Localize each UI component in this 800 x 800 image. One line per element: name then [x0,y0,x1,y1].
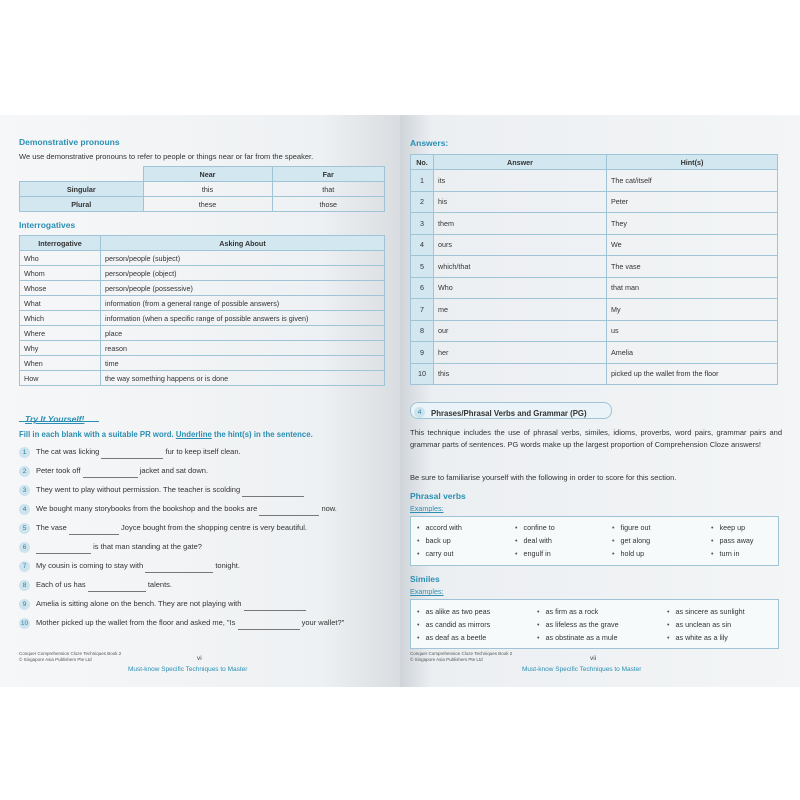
interrogative-word: What [20,296,101,311]
example-item: • accord with [417,523,462,532]
question-number: 2 [19,466,30,477]
table-row [411,234,778,256]
interrogative-word: Who [20,251,101,266]
hint-cell: Peter [607,191,778,213]
question-text: tonight. [215,561,240,570]
question-row [19,597,306,611]
instruction-text: the hint(s) in the sentence. [211,430,313,439]
row-number: 1 [411,170,434,192]
question-text: fur to keep itself clean. [165,447,241,456]
question-text: Each of us has [36,580,86,589]
answer-blank[interactable] [36,545,91,554]
asking-about: information (when a specific range of possible answers is given) [101,311,385,326]
example-item: • pass away [711,536,754,545]
similes-title: Similes [410,574,440,584]
header-interrogative: Interrogative [20,236,101,251]
question-text: jacket and sat down. [139,466,209,475]
example-item: • as firm as a rock [537,607,598,616]
question-text: talents. [147,580,172,589]
similes-examples-box [410,599,779,649]
example-item: • confine to [515,523,555,532]
example-item: • deal with [515,536,552,545]
row-number: 10 [411,363,434,385]
question-text: My cousin is coming to stay with [36,561,144,570]
asking-about: person/people (subject) [101,251,385,266]
row-label: Singular [20,182,144,197]
phrasal-examples-box [410,516,779,566]
interrogative-word: Whom [20,266,101,281]
example-item: • turn in [711,549,740,558]
question-text: your wallet?" [301,618,345,627]
table-row [411,342,778,364]
table-row [20,251,385,266]
footer-book: Conquer Comprehension Cloze Techniques Book 2 [19,651,122,656]
question-number: 8 [19,580,30,591]
question-text: They went to play without permission. The teacher is scolding [36,485,241,494]
hint-cell: picked up the wallet from the floor [607,363,778,385]
answer-cell: its [434,170,607,192]
footer-subtitle: Must-know Specific Techniques to Master [522,666,642,673]
footer-publisher: © Singapore Asia Publishers Pte Ltd [19,657,92,662]
header-far: Far [272,167,385,182]
example-item: • as alike as two peas [417,607,490,616]
table-row [20,296,385,311]
section-title: Phrases/Phrasal Verbs and Grammar (PG) [431,409,587,418]
question-row [19,540,202,554]
similes-examples-label: Examples: [410,587,444,596]
pg-paragraph: This technique includes the use of phrasal verbs, similes, idioms, proverbs, word pairs, grammar pairs and grammar parts of sentences. PG words make up the largest proportion of Comprehension Cloze answers! [410,428,782,449]
asking-about: information (from a general range of possible answers) [101,296,385,311]
answer-blank[interactable] [242,488,304,497]
question-row [19,483,304,497]
table-row [411,299,778,321]
answer-blank[interactable] [69,526,119,535]
hint-cell: Amelia [607,342,778,364]
answer-cell: his [434,191,607,213]
hint-cell: The vase [607,256,778,278]
question-number: 3 [19,485,30,496]
question-text: now. [321,504,337,513]
example-item: • figure out [612,523,651,532]
example-item: • back up [417,536,451,545]
table-row [411,277,778,299]
row-number: 8 [411,320,434,342]
book-spread [0,115,800,687]
table-row [411,170,778,192]
interrogative-word: Where [20,326,101,341]
answer-blank[interactable] [145,564,213,573]
asking-about: person/people (possessive) [101,281,385,296]
asking-about: reason [101,341,385,356]
question-row [19,445,241,459]
answers-table [410,154,778,385]
question-number: 6 [19,542,30,553]
asking-about: the way something happens or is done [101,371,385,386]
table-row [20,266,385,281]
table-row [411,256,778,278]
question-text: The vase [36,523,67,532]
question-number: 1 [19,447,30,458]
example-item: • as candid as mirrors [417,620,490,629]
cell-near: these [143,197,272,212]
question-row [19,464,208,478]
example-item: • hold up [612,549,644,558]
table-row [20,371,385,386]
instruction-underline: Underline [175,430,212,439]
question-number: 4 [19,504,30,515]
row-number: 4 [411,234,434,256]
phrasal-examples-label: Examples: [410,504,444,513]
right-page [400,115,800,687]
example-item: • as deaf as a beetle [417,633,486,642]
interrogative-word: When [20,356,101,371]
header-hints: Hint(s) [607,155,778,170]
question-row [19,502,337,516]
cell-far: that [272,182,385,197]
interrogatives-table [19,235,385,386]
asking-about: place [101,326,385,341]
table-row [411,213,778,235]
interrogatives-title: Interrogatives [19,220,76,230]
table-row [20,356,385,371]
row-number: 2 [411,191,434,213]
question-row [19,521,307,535]
asking-about: person/people (object) [101,266,385,281]
example-item: • as white as a lily [667,633,728,642]
answer-blank[interactable] [83,469,138,478]
example-item: • engulf in [515,549,551,558]
answer-cell: me [434,299,607,321]
question-number: 9 [19,599,30,610]
header-answer: Answer [434,155,607,170]
question-text: Amelia is sitting alone on the bench. They are not playing with [36,599,242,608]
answer-cell: Who [434,277,607,299]
row-number: 5 [411,256,434,278]
header-asking-about: Asking About [101,236,385,251]
asking-about: time [101,356,385,371]
example-item: • keep up [711,523,745,532]
row-number: 7 [411,299,434,321]
question-number: 7 [19,561,30,572]
answer-cell: them [434,213,607,235]
answer-blank[interactable] [244,602,306,611]
row-number: 3 [411,213,434,235]
cell-near: this [143,182,272,197]
pg-section-header [410,402,612,419]
interrogative-word: How [20,371,101,386]
example-item: • carry out [417,549,454,558]
cell-far: those [272,197,385,212]
demonstrative-title: Demonstrative pronouns [19,137,120,147]
row-number: 9 [411,342,434,364]
example-item: • as lifeless as the grave [537,620,619,629]
page-number: vii [590,655,597,662]
answer-cell: her [434,342,607,364]
question-text: Mother picked up the wallet from the floor and asked me, "Is [36,618,236,627]
question-row [19,616,344,630]
footer-book: Conquer Comprehension Cloze Techniques Book 2 [410,651,513,656]
question-number: 10 [20,619,29,627]
hint-cell: They [607,213,778,235]
answer-cell: which/that [434,256,607,278]
table-row [20,311,385,326]
page-number: vi [197,655,202,662]
interrogative-word: Which [20,311,101,326]
example-item: • get along [612,536,650,545]
table-row [411,363,778,385]
table-row [20,341,385,356]
try-it-yourself-banner [19,409,99,422]
hint-cell: that man [607,277,778,299]
question-row [19,559,240,573]
example-item: • as sincere as sunlight [667,607,745,616]
footer-publisher: © Singapore Asia Publishers Pte Ltd [410,657,483,662]
demonstrative-table [19,166,385,212]
question-number: 5 [19,523,30,534]
demonstrative-intro: We use demonstrative pronouns to refer to people or things near or far from the speaker. [19,152,314,161]
example-item: • as unclean as sin [667,620,731,629]
hint-cell: We [607,234,778,256]
answers-title: Answers: [410,138,449,148]
try-it-yourself-title: Try It Yourself! [25,414,85,424]
answer-blank[interactable] [88,583,146,592]
question-row [19,578,172,592]
answer-blank[interactable] [238,621,300,630]
table-row [20,281,385,296]
hint-cell: My [607,299,778,321]
answer-cell: our [434,320,607,342]
header-no: No. [411,155,434,170]
table-row [20,326,385,341]
left-page [0,115,400,687]
answer-cell: this [434,363,607,385]
hint-cell: us [607,320,778,342]
question-text: We bought many storybooks from the bookshop and the books are [36,504,258,513]
answer-blank[interactable] [101,450,163,459]
interrogative-word: Why [20,341,101,356]
section-number: 4 [414,407,425,418]
interrogative-word: Whose [20,281,101,296]
question-text: Peter took off [36,466,81,475]
table-row [411,320,778,342]
row-label: Plural [20,197,144,212]
table-row [411,191,778,213]
row-number: 6 [411,277,434,299]
answer-blank[interactable] [259,507,319,516]
phrasal-verbs-title: Phrasal verbs [410,491,466,501]
question-text: is that man standing at the gate? [93,542,202,551]
try-instruction [19,430,313,439]
question-text: The cat was licking [36,447,100,456]
question-text: Joyce bought from the shopping centre is very beautiful. [121,523,307,532]
hint-cell: The cat/itself [607,170,778,192]
instruction-text: Fill in each blank with a suitable PR word. [19,430,176,439]
example-item: • as obstinate as a mule [537,633,617,642]
answer-cell: ours [434,234,607,256]
header-near: Near [143,167,272,182]
footer-subtitle: Must-know Specific Techniques to Master [128,666,248,673]
pg-paragraph-2: Be sure to familiarise yourself with the following in order to score for this section. [410,473,677,482]
